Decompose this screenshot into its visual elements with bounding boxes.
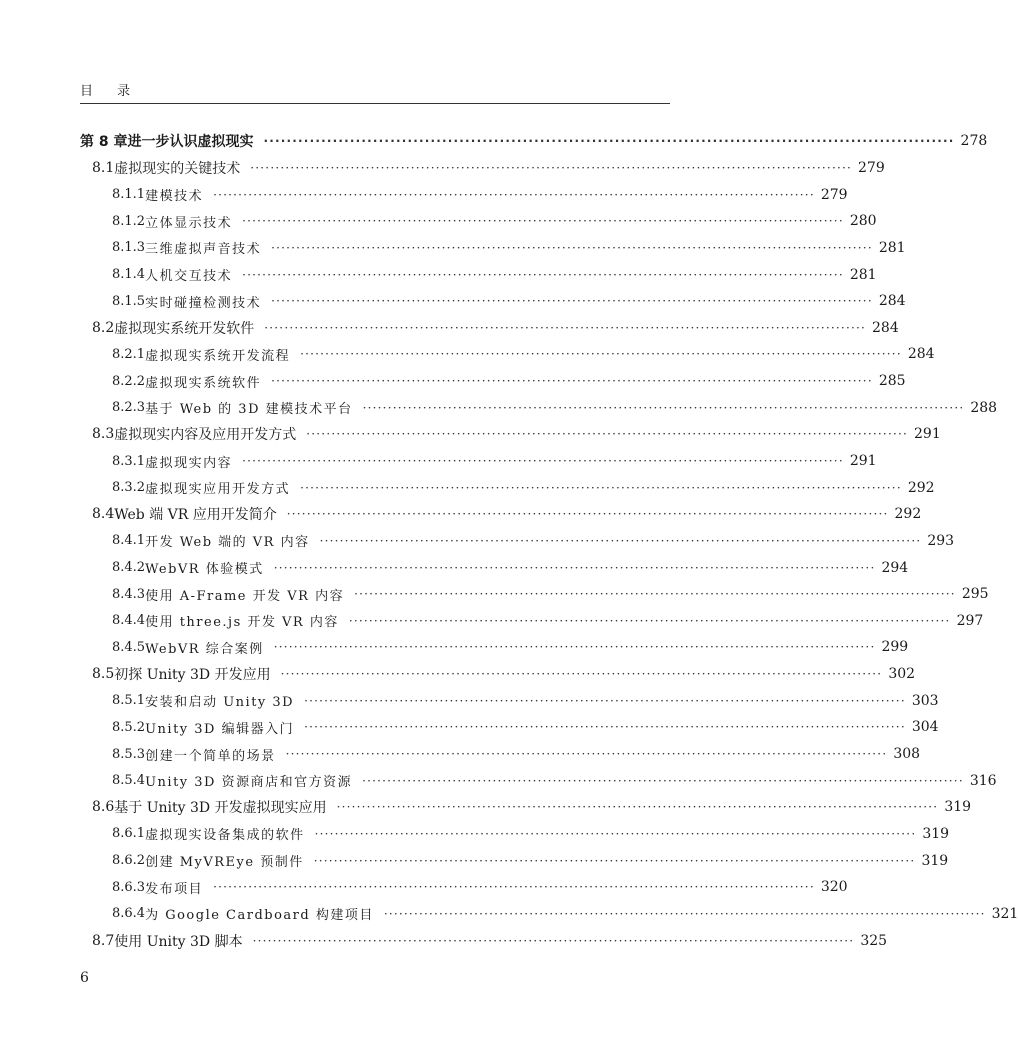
toc-entry[interactable] xyxy=(80,927,888,954)
toc-entry-title: 虚拟现实系统开发软件 xyxy=(114,320,255,337)
page-number: 6 xyxy=(80,970,89,986)
toc-entry-page: 295 xyxy=(961,586,989,603)
toc-entry-number: 8.2.2 xyxy=(112,373,146,389)
header-rule xyxy=(80,103,670,104)
toc-entry-title: WebVR 综合案例 xyxy=(145,641,264,657)
toc-entry[interactable] xyxy=(80,314,899,341)
toc-entry-number: 8.4.5 xyxy=(112,639,146,655)
toc-entry[interactable] xyxy=(80,181,848,208)
toc-entry-number: 8.4.4 xyxy=(112,613,146,629)
toc-leader-dots: ························································································································ xyxy=(242,454,844,468)
toc-entry-page: 320 xyxy=(820,879,848,896)
toc-entry[interactable] xyxy=(80,261,877,288)
toc-entry[interactable] xyxy=(80,661,916,688)
toc-entry-number: 8.1.1 xyxy=(112,187,146,203)
toc-leader-dots: ························································································································ xyxy=(280,667,883,682)
toc-entry-title: 立体显示技术 xyxy=(145,215,233,231)
toc-leader-dots: ························································································································ xyxy=(271,374,873,389)
toc-entry-number: 8.2.1 xyxy=(112,346,146,362)
toc-entry[interactable] xyxy=(80,901,1018,928)
toc-entry-number: 第 8 章 xyxy=(80,134,128,151)
toc-entry-page: 288 xyxy=(970,399,998,416)
table-of-contents xyxy=(80,128,1018,954)
toc-entry-page: 316 xyxy=(969,772,997,789)
toc-entry-page: 297 xyxy=(956,612,984,629)
toc-entry-title: 虚拟现实应用开发方式 xyxy=(145,482,291,498)
toc-entry-number: 8.6 xyxy=(92,799,115,816)
toc-entry-title: 虚拟现实内容 xyxy=(145,455,233,471)
toc-entry-number: 8.3 xyxy=(92,426,115,443)
toc-leader-dots: ························································································································ xyxy=(213,187,815,202)
toc-entry-number: 8.5.4 xyxy=(112,773,146,789)
toc-entry-title: 人机交互技术 xyxy=(145,269,233,285)
toc-entry-page: 319 xyxy=(944,799,972,816)
toc-leader-dots: ························································································································ xyxy=(314,826,917,841)
toc-entry-title: 使用 A-Frame 开发 VR 内容 xyxy=(145,588,345,604)
toc-entry[interactable] xyxy=(80,448,877,475)
toc-entry-page: 293 xyxy=(927,532,955,549)
toc-leader-dots: ························································································································ xyxy=(304,693,906,708)
toc-entry-number: 8.4 xyxy=(92,506,115,523)
toc-leader-dots: ························································································································ xyxy=(271,294,873,309)
toc-entry-title: 创建 MyVREye 预制件 xyxy=(145,855,304,871)
toc-entry-page: 279 xyxy=(820,186,848,203)
toc-entry-number: 8.2.3 xyxy=(112,400,146,416)
toc-entry-page: 304 xyxy=(911,719,939,736)
toc-entry-number: 8.1.5 xyxy=(112,293,146,309)
toc-entry-title: 初探 Unity 3D 开发应用 xyxy=(114,667,271,684)
toc-leader-dots: ························································································································ xyxy=(242,214,844,229)
toc-entry-page: 308 xyxy=(893,746,921,763)
toc-entry-number: 8.6.2 xyxy=(112,853,146,869)
toc-entry[interactable] xyxy=(80,581,989,608)
toc-entry-number: 8.4.1 xyxy=(112,533,146,549)
toc-entry[interactable] xyxy=(80,208,877,235)
toc-entry[interactable] xyxy=(80,608,984,635)
toc-entry-title: 安装和启动 Unity 3D xyxy=(145,695,295,711)
toc-entry-title: 虚拟现实系统软件 xyxy=(145,375,262,391)
toc-leader-dots: ························································································································ xyxy=(300,347,902,362)
toc-entry-title: 创建一个简单的场景 xyxy=(145,748,276,764)
toc-entry-page: 303 xyxy=(911,692,939,709)
toc-entry[interactable] xyxy=(80,634,909,661)
toc-leader-dots: ························································································································ xyxy=(313,853,916,868)
toc-entry-title: 基于 Web 的 3D 建模技术平台 xyxy=(145,402,353,418)
toc-entry-page: 292 xyxy=(907,479,935,496)
toc-entry-page: 319 xyxy=(921,852,949,869)
toc-entry[interactable] xyxy=(80,394,998,421)
toc-entry-number: 8.5.2 xyxy=(112,719,146,735)
toc-entry[interactable] xyxy=(80,714,939,741)
toc-entry-title: Web 端 VR 应用开发简介 xyxy=(114,507,277,524)
toc-entry-page: 294 xyxy=(881,559,909,576)
toc-entry[interactable] xyxy=(80,474,935,501)
toc-leader-dots: ························································································································ xyxy=(354,587,956,602)
toc-entry-number: 8.5 xyxy=(92,666,115,683)
toc-entry-page: 321 xyxy=(991,905,1018,922)
toc-entry-title: 使用 Unity 3D 脚本 xyxy=(114,933,243,950)
toc-entry-page: 302 xyxy=(888,666,916,683)
toc-leader-dots: ························································································································ xyxy=(263,134,955,149)
toc-entry[interactable] xyxy=(80,421,941,448)
toc-leader-dots: ························································································································ xyxy=(213,880,815,895)
toc-entry[interactable] xyxy=(80,288,906,315)
toc-entry-title: WebVR 体验模式 xyxy=(145,562,264,578)
toc-entry-page: 291 xyxy=(914,426,941,443)
toc-entry[interactable] xyxy=(80,501,922,528)
toc-entry-number: 8.1.2 xyxy=(112,213,146,229)
toc-entry[interactable] xyxy=(80,821,950,848)
toc-leader-dots: ························································································································ xyxy=(252,933,855,948)
toc-entry-title: 使用 three.js 开发 VR 内容 xyxy=(145,615,339,631)
toc-entry-number: 8.1 xyxy=(92,159,115,176)
toc-leader-dots: ························································································································ xyxy=(300,480,902,495)
running-header xyxy=(80,80,670,104)
toc-entry-title: 进一步认识虚拟现实 xyxy=(127,134,254,151)
toc-entry-number: 8.1.3 xyxy=(112,240,146,256)
toc-entry-number: 8.4.2 xyxy=(112,560,146,576)
toc-entry-page: 285 xyxy=(878,373,906,390)
toc-entry-title: 虚拟现实内容及应用开发方式 xyxy=(114,427,297,444)
toc-entry[interactable] xyxy=(80,341,935,368)
toc-entry[interactable] xyxy=(80,874,848,901)
toc-entry-title: 实时碰撞检测技术 xyxy=(145,295,262,311)
toc-entry-number: 8.3.1 xyxy=(112,453,146,469)
toc-entry-title: 虚拟现实系统开发流程 xyxy=(145,348,291,364)
toc-entry-number: 8.7 xyxy=(92,932,115,949)
toc-entry-title: 建模技术 xyxy=(145,189,204,205)
toc-leader-dots: ························································································································ xyxy=(336,800,939,815)
toc-entry-page: 279 xyxy=(858,159,885,176)
toc-leader-dots: ························································································································ xyxy=(242,267,844,282)
toc-leader-dots: ························································································································ xyxy=(362,773,964,788)
toc-entry-number: 8.1.4 xyxy=(112,267,146,283)
toc-entry-number: 8.6.3 xyxy=(112,879,146,895)
toc-entry-title: 虚拟现实的关键技术 xyxy=(114,160,241,177)
toc-entry[interactable] xyxy=(80,741,921,768)
toc-leader-dots: ························································································································ xyxy=(285,747,888,762)
toc-entry-page: 280 xyxy=(849,213,877,230)
toc-entry-page: 281 xyxy=(878,239,906,256)
toc-entry-title: 为 Google Cardboard 构建项目 xyxy=(145,908,374,924)
toc-leader-dots: ························································································································ xyxy=(306,427,908,442)
toc-entry-title: 发布项目 xyxy=(145,881,204,897)
toc-entry-page: 291 xyxy=(849,453,877,469)
toc-leader-dots: ························································································································ xyxy=(250,160,852,175)
toc-leader-dots: ························································································································ xyxy=(286,507,889,522)
toc-entry-page: 299 xyxy=(881,639,909,656)
toc-leader-dots: ························································································································ xyxy=(348,613,951,628)
toc-entry[interactable] xyxy=(80,528,955,555)
toc-leader-dots: ························································································································ xyxy=(271,240,873,255)
toc-entry[interactable] xyxy=(80,687,939,714)
toc-entry-title: 基于 Unity 3D 开发虚拟现实应用 xyxy=(114,800,327,817)
toc-entry[interactable] xyxy=(80,794,972,821)
toc-entry-number: 8.5.1 xyxy=(112,693,146,709)
toc-entry[interactable] xyxy=(80,155,885,182)
toc-entry-page: 278 xyxy=(960,133,988,150)
toc-entry-page: 325 xyxy=(860,932,888,949)
toc-entry[interactable] xyxy=(80,368,906,395)
toc-entry-page: 284 xyxy=(878,293,906,310)
toc-leader-dots: ························································································································ xyxy=(264,320,866,335)
toc-leader-dots: ························································································································ xyxy=(362,400,965,415)
toc-entry[interactable] xyxy=(80,554,909,581)
toc-leader-dots: ························································································································ xyxy=(383,906,986,921)
toc-entry-title: 三维虚拟声音技术 xyxy=(145,242,262,258)
toc-entry-page: 284 xyxy=(907,346,935,363)
toc-leader-dots: ························································································································ xyxy=(304,720,906,735)
toc-entry-title: 虚拟现实设备集成的软件 xyxy=(145,828,305,844)
toc-entry-title: Unity 3D 资源商店和官方资源 xyxy=(145,775,353,791)
toc-leader-dots: ························································································································ xyxy=(319,533,922,548)
toc-entry-title: Unity 3D 编辑器入门 xyxy=(145,721,295,737)
toc-entry-page: 319 xyxy=(922,825,950,842)
toc-entry-page: 284 xyxy=(872,319,899,336)
toc-entry-number: 8.4.3 xyxy=(112,586,146,602)
toc-entry[interactable] xyxy=(80,767,997,794)
toc-entry-number: 8.5.3 xyxy=(112,746,146,762)
toc-leader-dots: ························································································································ xyxy=(273,640,876,655)
toc-chapter-entry[interactable] xyxy=(80,128,988,155)
toc-entry-number: 8.6.1 xyxy=(112,826,146,842)
toc-entry-page: 292 xyxy=(894,506,922,523)
toc-entry[interactable] xyxy=(80,847,949,874)
toc-entry-number: 8.2 xyxy=(92,319,115,336)
toc-leader-dots: ························································································································ xyxy=(273,560,876,575)
toc-entry-title: 开发 Web 端的 VR 内容 xyxy=(145,535,310,551)
toc-entry[interactable] xyxy=(80,235,906,262)
toc-entry-number: 8.6.4 xyxy=(112,906,146,922)
toc-entry-page: 281 xyxy=(849,266,877,283)
toc-entry-number: 8.3.2 xyxy=(112,480,146,496)
header-label: 目 录 xyxy=(80,84,141,99)
